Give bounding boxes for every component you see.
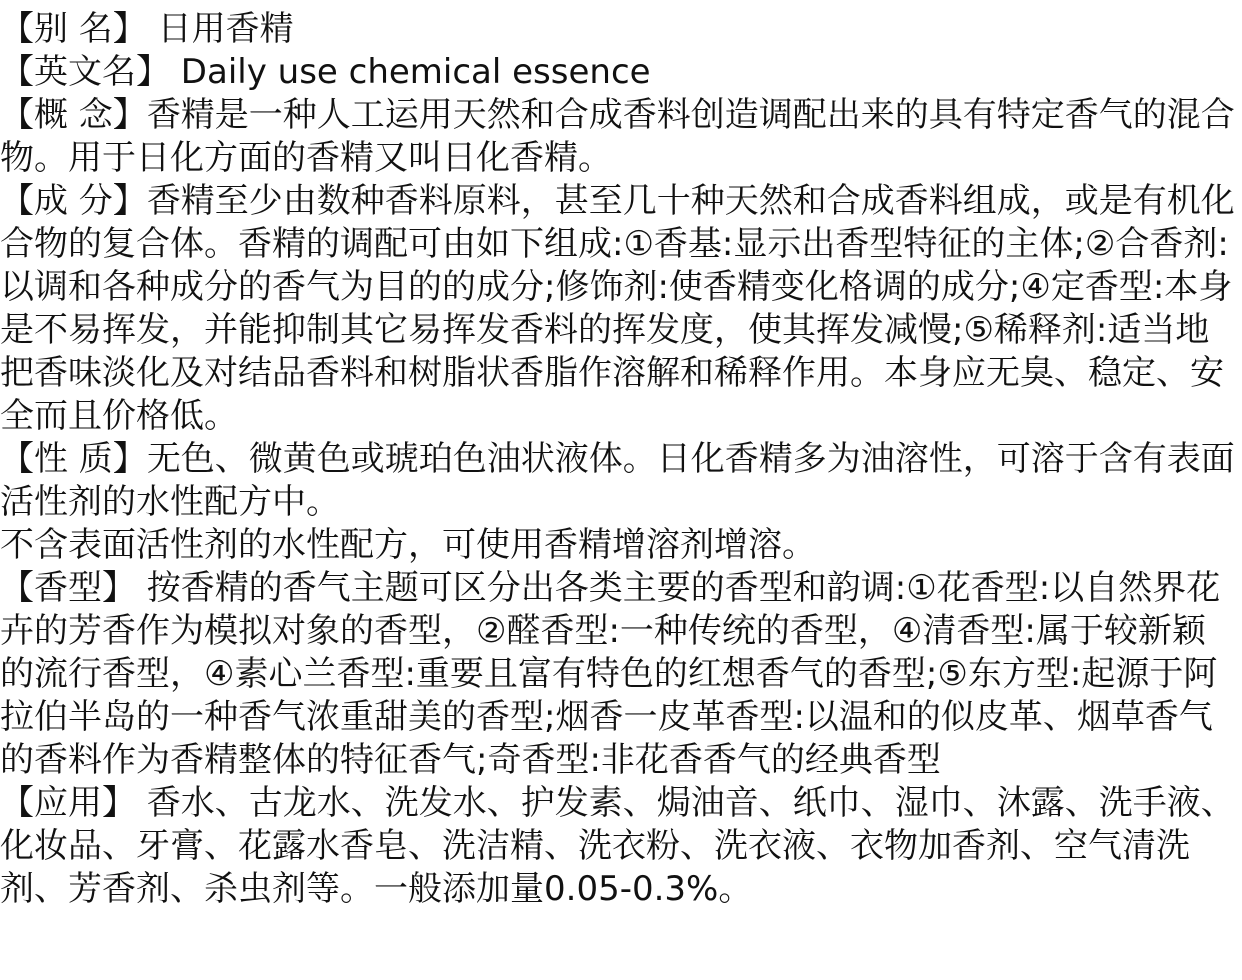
entry-concept-text: 香精是一种人工运用天然和合成香料创造调配出来的具有特定香气的混合物。用于日化方面的香精又叫日化香精。 bbox=[0, 95, 1235, 178]
entry-properties-note-text: 不含表面活性剂的水性配方，可使用香精增溶剂增溶。 bbox=[0, 525, 816, 565]
entry-composition-label: 【成 分】 bbox=[0, 181, 147, 221]
entry-properties-note bbox=[0, 524, 1238, 567]
entry-applications-label: 【应用】 bbox=[0, 783, 136, 823]
entry-concept bbox=[0, 94, 1238, 180]
entry-fragrance-types-text: 按香精的香气主题可区分出各类主要的香型和韵调:①花香型:以自然界花卉的芳香作为模拟对象的香型，②醛香型:一种传统的香型，④清香型:属于较新颖的流行香型，④素心兰香型:重要且富有特色的红想香气的香型;⑤东方型:起源于阿拉伯半岛的一种香气浓重甜美的香型;烟香一皮革香型:以温和的似皮革、烟草香气的香料作为香精整体的特征香气;奇香型:非花香香气的经典香型 bbox=[0, 568, 1221, 780]
entry-applications bbox=[0, 782, 1238, 911]
entry-english-name-label: 【英文名】 bbox=[0, 52, 170, 92]
document-body bbox=[0, 8, 1238, 911]
entry-alias bbox=[0, 8, 1238, 51]
entry-properties bbox=[0, 438, 1238, 524]
entry-concept-label: 【概 念】 bbox=[0, 95, 147, 135]
entry-properties-text: 无色、微黄色或琥珀色油状液体。日化香精多为油溶性，可溶于含有表面活性剂的水性配方中。 bbox=[0, 439, 1235, 522]
entry-english-name bbox=[0, 51, 1238, 94]
entry-fragrance-types-label: 【香型】 bbox=[0, 568, 136, 608]
entry-composition-text: 香精至少由数种香料原料，甚至几十种天然和合成香料组成，或是有机化合物的复合体。香精的调配可由如下组成:①香基:显示出香型特征的主体;②合香剂:以调和各种成分的香气为目的的成分;修饰剂:使香精变化格调的成分;④定香型:本身是不易挥发，并能抑制其它易挥发香料的挥发度，使其挥发减慢;⑤稀释剂:适当地把香味淡化及对结品香料和树脂状香脂作溶解和稀释作用。本身应无臭、稳定、安全而且价格低。 bbox=[0, 181, 1235, 436]
entry-alias-label: 【别 名】 bbox=[0, 9, 147, 49]
entry-alias-text: 日用香精 bbox=[146, 9, 294, 49]
entry-fragrance-types bbox=[0, 567, 1238, 782]
entry-composition bbox=[0, 180, 1238, 438]
entry-properties-label: 【性 质】 bbox=[0, 439, 147, 479]
entry-applications-text: 香水、古龙水、洗发水、护发素、焗油音、纸巾、湿巾、沐露、洗手液、化妆品、牙膏、花露水香皂、洗洁精、洗衣粉、洗衣液、衣物加香剂、空气清洗剂、芳香剂、杀虫剂等。一般添加量0.05-0.3%。 bbox=[0, 783, 1235, 909]
entry-english-name-text: Daily use chemical essence bbox=[170, 52, 651, 92]
